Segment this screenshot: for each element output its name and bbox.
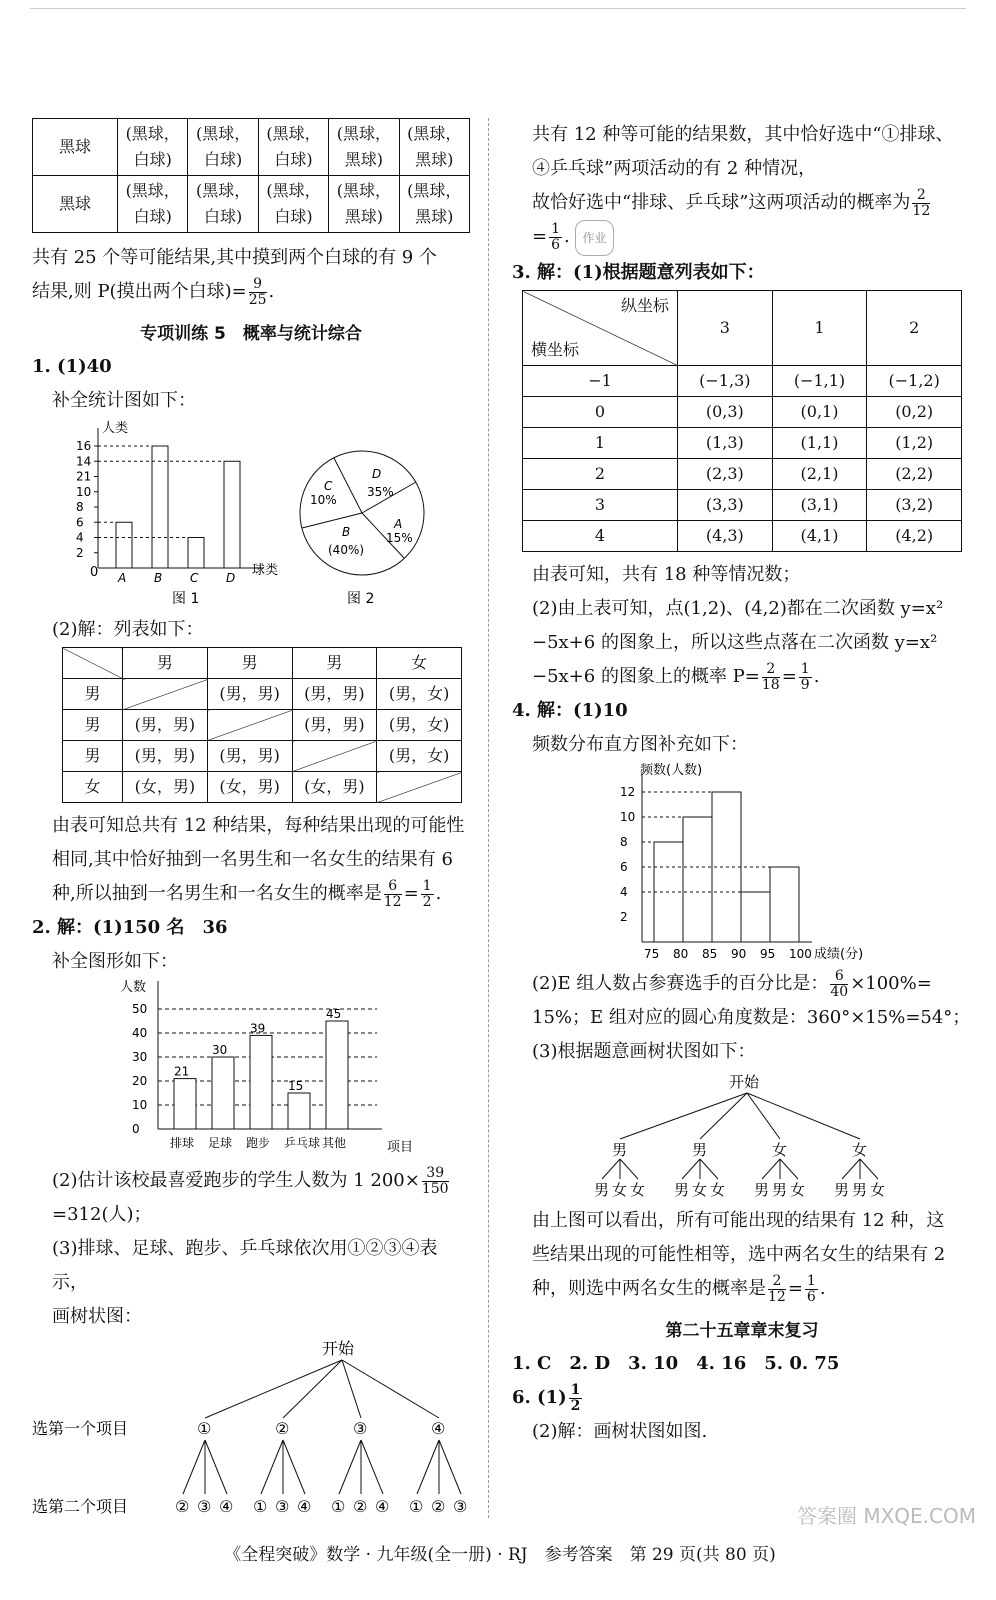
gender-table-cell: (男，男) (292, 710, 377, 741)
r-top-2: ④乒乓球”两项活动的有 2 种情况， (532, 158, 817, 179)
tree1-leaf: ① (253, 1497, 268, 1516)
pie-label-c: C (324, 479, 333, 493)
q2-part3b: 画树状图： (52, 1306, 142, 1327)
q4-conclusion-3: 种，则选中两名女生的概率是 $\frac{2}{12}$ = $\frac{1}{6}$ . (532, 1272, 826, 1305)
gender-table-cell: (男，男) (292, 679, 377, 710)
q3-c: −5x+6 的图象上，所以这些点落在二次函数 y=x² (532, 632, 938, 653)
fig3-bar-label: 30 (212, 1043, 228, 1057)
tree1-node: ④ (431, 1419, 446, 1438)
tree2-leaf: 女 (870, 1181, 886, 1199)
fig2-caption: 图 2 (347, 591, 375, 607)
fig4-xtick: 85 (702, 947, 718, 961)
tree2-leaf: 女 (790, 1181, 806, 1199)
tree1-edge (342, 1360, 361, 1418)
q3-d: −5x+6 的图象上的概率 P= $\frac{2}{18}$ = $\frac{1}{9}$ . (532, 660, 820, 693)
gender-table-row (63, 710, 462, 741)
tree1-leaf: ② (353, 1497, 368, 1516)
tree1-edge (283, 1440, 305, 1494)
tree1-level2-label: 选第二个项目 (32, 1497, 129, 1516)
fig4-bar (770, 867, 799, 942)
coord-table-row-head: 2 (523, 459, 678, 490)
fig3-bar (212, 1057, 234, 1129)
tree2-leaf: 男 (594, 1181, 610, 1199)
coord-table-col-head: 1 (772, 291, 867, 366)
fig4-xtick: 75 (644, 947, 660, 961)
fig4-ytick: 12 (620, 785, 636, 799)
tree1-node: ① (197, 1419, 212, 1438)
q2-part2b: =312(人)； (52, 1204, 152, 1225)
fig1-ytick: 10 (76, 484, 92, 499)
ball-table-row (33, 119, 470, 176)
tree1-edge (205, 1360, 342, 1418)
fig1-ytick: 16 (76, 439, 92, 453)
coord-table-cell: (4,1) (772, 521, 867, 552)
fig3-bar (174, 1079, 196, 1129)
coord-table-corner (523, 291, 678, 366)
fig1-xtick: C (190, 571, 199, 585)
coord-table (522, 290, 962, 552)
coord-table-row-head: 0 (523, 397, 678, 428)
coord-table-cell: (4,3) (678, 521, 773, 552)
q1-part1: 1. (1)40 (32, 356, 112, 377)
gender-table-header (63, 648, 462, 679)
gender-table-row (63, 772, 462, 803)
tree2-leaf: 男 (754, 1181, 770, 1199)
coord-table-col-head: 2 (867, 291, 962, 366)
page-footer: 《全程突破》数学 · 九年级(全一册) · RJ 参考答案 第 29 页(共 80 页) (224, 1545, 776, 1565)
tree2-root: 开始 (729, 1073, 760, 1091)
tree2-node: 女 (772, 1141, 788, 1159)
tree1-leaf: ④ (375, 1497, 390, 1516)
fig3-xtick: 排球 (170, 1136, 195, 1150)
ball-table-cell: (黑球，白球) (188, 176, 258, 233)
tree1-leaf: ③ (453, 1497, 468, 1516)
gender-table-cell: (男，男) (123, 710, 208, 741)
pie-sep-4 (302, 513, 362, 528)
coord-table-cell: (3,3) (678, 490, 773, 521)
gender-table-corner (63, 648, 123, 679)
tree2-node: 女 (852, 1141, 868, 1159)
q2-part2a: (2)估计该校最喜爱跑步的学生人数为 1 200× $\frac{39}{150}$ (52, 1164, 449, 1197)
coord-table-header (523, 291, 962, 366)
section-title: 专项训练 5 概率与统计综合 (140, 324, 362, 344)
coord-table-row-head: 3 (523, 490, 678, 521)
fig1-xlabel: 球类 (252, 563, 279, 578)
coord-table-cell: (3,1) (772, 490, 867, 521)
tree1-node: ② (275, 1419, 290, 1438)
fig1-ytick: 6 (76, 515, 84, 530)
q1-fill-text: 补全统计图如下： (52, 390, 196, 411)
gender-table-row-head: 女 (63, 772, 123, 803)
tree2-edge (700, 1159, 718, 1179)
tree2-node: 男 (612, 1141, 628, 1159)
fig4-xlabel: 成绩(分) (814, 947, 864, 962)
fig3-ytick: 0 (132, 1122, 140, 1136)
top-rule (30, 8, 966, 9)
gender-table-cell: (女，男) (123, 772, 208, 803)
tree1-level1-label: 选第一个项目 (32, 1419, 129, 1438)
fig3-bar (326, 1021, 348, 1129)
tree2-edge (620, 1093, 747, 1139)
fig3-xtick: 其他 (322, 1136, 347, 1150)
fig3-bar-label: 39 (250, 1021, 266, 1036)
fig1-bar (152, 446, 168, 568)
q3-part1: 3. 解：(1)根据题意列表如下： (512, 262, 765, 283)
fig4-xtick: 90 (731, 947, 747, 961)
ball-table-cell: (黑球，黑球) (329, 119, 399, 176)
pie-label-a: A (394, 517, 403, 531)
tree1-edge (361, 1440, 383, 1494)
chapter-title: 第二十五章章末复习 (665, 1321, 819, 1341)
fig3-xtick: 跑步 (246, 1136, 271, 1150)
fig1-xtick: D (226, 571, 236, 585)
fig4-ytick: 4 (620, 885, 628, 899)
q1-conclusion-2: 相同,其中恰好抽到一名男生和一名女生的结果有 6 (52, 849, 453, 870)
coord-table-cell: (2,3) (678, 459, 773, 490)
q2-part3a: (3)排球、足球、跑步、乒乓球依次用①②③④表示， (52, 1238, 438, 1293)
ball-table-cell: (黑球，白球) (188, 119, 258, 176)
fig3-bar-label: 21 (174, 1064, 190, 1079)
pie-pct-c: 10% (310, 493, 337, 507)
gender-table-col-head: 女 (377, 648, 462, 679)
fig3-bar-chart (32, 979, 470, 1159)
q3-b: (2)由上表可知，点(1,2)、(4,2)都在二次函数 y=x² (532, 598, 944, 619)
fig4-xtick: 80 (673, 947, 689, 961)
gender-table-col-head: 男 (292, 648, 377, 679)
ball-summary-2: 结果,则 P(摸出两个白球)= $\frac{9}{25}$ . (32, 275, 275, 308)
tree1-edge (205, 1440, 227, 1494)
ball-table-cell: (黑球，黑球) (399, 119, 469, 176)
coord-table-cell: (−1,2) (867, 366, 962, 397)
tree2-node: 男 (692, 1141, 708, 1159)
tree1-edge (283, 1360, 342, 1418)
gender-table-row-head: 男 (63, 710, 123, 741)
fig4-xtick: 100 (789, 947, 812, 961)
gender-table-cell: (男，男) (207, 679, 292, 710)
fig1-ylabel: 人类 (102, 421, 129, 436)
tree2-edge (620, 1159, 638, 1179)
tree1-leaf: ④ (297, 1497, 312, 1516)
tree2-edge (842, 1159, 860, 1179)
fig3-bar-label: 15 (288, 1079, 304, 1093)
tree2-leaf: 男 (674, 1181, 690, 1199)
tree-diagram-1 (32, 1334, 482, 1524)
coord-table-wrap (522, 290, 962, 552)
gender-table-cell (292, 741, 377, 772)
pie-sep-1 (334, 458, 362, 513)
fig4-bar (741, 892, 770, 942)
fig4-xtick: 95 (760, 947, 776, 961)
q4-fill-text: 频数分布直方图补充如下： (532, 734, 748, 755)
gender-table-col-head: 男 (207, 648, 292, 679)
coord-table-cell: (4,2) (867, 521, 962, 552)
fig3-ytick: 10 (132, 1098, 148, 1112)
gender-table-cell: (男，男) (207, 741, 292, 772)
q4-conclusion-2: 些结果出现的可能性相等，选中两名女生的结果有 2 (532, 1244, 946, 1265)
ball-table-cell: (黑球，白球) (258, 176, 328, 233)
ball-table-cell: (黑球，黑球) (329, 176, 399, 233)
coord-table-row-head: −1 (523, 366, 678, 397)
gender-table-cell: (男，女) (377, 710, 462, 741)
right-column (512, 118, 972, 1449)
tree2-edge (780, 1159, 798, 1179)
fig3-ytick: 40 (132, 1026, 148, 1040)
gender-table-cell: (男，女) (377, 679, 462, 710)
r-top-4: = $\frac{1}{6}$ . 作业 (512, 220, 972, 256)
q4-part2a: (2)E 组人数占参赛选手的百分比是： $\frac{6}{40}$ ×100%= (532, 967, 932, 1000)
coord-table-cell: (1,2) (867, 428, 962, 459)
fig4-ytick: 6 (620, 860, 628, 874)
fig1-bar (224, 461, 240, 568)
tree2-leaf: 女 (692, 1181, 708, 1199)
ball-table-cell: (黑球，白球) (118, 119, 188, 176)
fig3-ytick: 20 (132, 1074, 148, 1088)
tree2-edge (762, 1159, 780, 1179)
tree2-leaf: 男 (852, 1181, 868, 1199)
pie-pct-a: 15% (386, 531, 413, 545)
coord-table-cell: (2,2) (867, 459, 962, 490)
gender-table-row-head: 男 (63, 679, 123, 710)
gender-table-row (63, 741, 462, 772)
coord-table-cell: (−1,1) (772, 366, 867, 397)
fig3-ytick: 50 (132, 1002, 148, 1016)
fig1-ytick: 14 (76, 454, 92, 469)
tree1-edge (417, 1440, 439, 1494)
q3-a: 由表可知，共有 18 种等情况数； (532, 564, 801, 585)
fig3-xtick: 乒乓球 (284, 1136, 321, 1150)
tree2-edge (602, 1159, 620, 1179)
ball-table-head: 黑球 (33, 176, 118, 233)
ch25-q6-1: 6. (1) $\frac{1}{2}$ (512, 1381, 581, 1414)
tree2-leaf: 男 (772, 1181, 788, 1199)
q4-part1: 4. 解：(1)10 (512, 700, 628, 721)
tree2-edge (682, 1159, 700, 1179)
coord-table-col-head: 3 (678, 291, 773, 366)
gender-table (62, 647, 462, 803)
q1-conclusion-1: 由表可知总共有 12 种结果，每种结果出现的可能性 (52, 815, 465, 836)
fig4-ylabel: 频数(人数) (640, 763, 703, 778)
fig1-caption: 图 1 (172, 591, 200, 607)
fig3-ytick: 30 (132, 1050, 148, 1064)
fig1-xtick: A (118, 571, 127, 585)
pie-pct-d: 35% (367, 485, 394, 499)
tree1-leaf: ① (331, 1497, 346, 1516)
tree1-edge (183, 1440, 205, 1494)
tree1-root: 开始 (322, 1339, 355, 1358)
gender-table-cell: (男，女) (377, 741, 462, 772)
tree2-edge (700, 1093, 747, 1139)
fig4-ytick: 2 (620, 910, 628, 924)
fig4-bar (683, 817, 712, 942)
fig1-bar (188, 538, 204, 569)
fig4-histogram (512, 762, 972, 962)
stamp: 作业 (575, 220, 613, 256)
pie-label-b: B (342, 525, 351, 539)
ball-table-row (33, 176, 470, 233)
q1-part2: (2)解：列表如下： (52, 619, 204, 640)
q4-part3: (3)根据题意画树状图如下： (532, 1041, 756, 1062)
fig3-ylabel: 人数 (120, 980, 147, 995)
fig3-bar (250, 1035, 272, 1129)
pie-label-d: D (372, 467, 382, 481)
column-divider (488, 118, 489, 1518)
coord-table-row-head: 1 (523, 428, 678, 459)
tree1-node: ③ (353, 1419, 368, 1438)
fig4-ytick: 10 (620, 810, 636, 824)
ch25-answers: 1. C 2. D 3. 10 4. 16 5. 0. 75 (512, 1353, 840, 1374)
q1-conclusion-3: 种,所以抽到一名男生和一名女生的概率是 $\frac{6}{12}$ = $\frac{1}{2}$ . (52, 877, 442, 910)
tree2-leaf: 女 (630, 1181, 646, 1199)
tree1-edge (261, 1440, 283, 1494)
coord-table-cell: (0,2) (867, 397, 962, 428)
coord-table-row (523, 428, 962, 459)
gender-table-row-head: 男 (63, 741, 123, 772)
ball-table (32, 118, 470, 233)
tree1-edge (339, 1440, 361, 1494)
coord-table-row-head: 4 (523, 521, 678, 552)
pie-pct-b: (40%) (328, 543, 365, 557)
gender-table-cell: (女，男) (207, 772, 292, 803)
coord-corner-bottom: 横坐标 (531, 340, 580, 359)
tree2-leaf: 女 (612, 1181, 628, 1199)
ball-table-head: 黑球 (33, 119, 118, 176)
coord-table-row (523, 521, 962, 552)
q2-fill-text: 补全图形如下： (52, 951, 178, 972)
tree2-leaf: 女 (710, 1181, 726, 1199)
fig3-bar-label: 45 (326, 1007, 342, 1021)
ch25-q6-2: (2)解：画树状图如图. (532, 1421, 708, 1442)
left-column (32, 118, 470, 1529)
fig3-bar (288, 1093, 310, 1129)
ball-table-cell: (黑球，白球) (258, 119, 328, 176)
coord-table-cell: (−1,3) (678, 366, 773, 397)
tree1-edge (439, 1440, 461, 1494)
gender-table-col-head: 男 (123, 648, 208, 679)
q4-part2c: 15%；E 组对应的圆心角度数是：360°×15%=54°； (532, 1007, 971, 1028)
gender-table-cell (377, 772, 462, 803)
tree1-leaf: ② (175, 1497, 190, 1516)
tree1-leaf: ④ (219, 1497, 234, 1516)
watermark: 答案圈 MXQE.COM (796, 1504, 976, 1528)
coord-table-row (523, 397, 962, 428)
tree1-leaf: ③ (275, 1497, 290, 1516)
coord-table-cell: (1,3) (678, 428, 773, 459)
fig1-ytick: 4 (76, 530, 84, 545)
coord-table-cell: (1,1) (772, 428, 867, 459)
fig1-zero: 0 (90, 565, 99, 580)
fig1-xtick: B (154, 571, 163, 585)
fig1-ytick: 2 (76, 545, 84, 560)
coord-table-cell: (0,1) (772, 397, 867, 428)
fig1-bar (116, 522, 132, 568)
coord-corner-top: 纵坐标 (620, 296, 669, 315)
tree2-edge (860, 1159, 878, 1179)
fig4-ytick: 8 (620, 835, 628, 849)
coord-table-cell: (2,1) (772, 459, 867, 490)
r-top-1: 共有 12 种等可能的结果数，其中恰好选中“①排球、 (532, 124, 954, 145)
coord-table-cell: (3,2) (867, 490, 962, 521)
coord-table-row (523, 366, 962, 397)
gender-table-cell: (男，男) (123, 741, 208, 772)
fig1-ytick: 8 (76, 500, 84, 514)
ball-summary-1: 共有 25 个等可能结果,其中摸到两个白球的有 9 个 (32, 247, 437, 268)
gender-table-row (63, 679, 462, 710)
fig3-xlabel: 项目 (387, 1140, 414, 1155)
coord-table-row (523, 490, 962, 521)
ball-table-cell: (黑球，白球) (118, 176, 188, 233)
fig1-fig2 (32, 418, 470, 608)
tree1-leaf: ③ (197, 1497, 212, 1516)
q4-conclusion-1: 由上图可以看出，所有可能出现的结果有 12 种，这 (532, 1210, 945, 1231)
gender-table-cell (207, 710, 292, 741)
fig3-xtick: 足球 (208, 1136, 233, 1150)
r-top-3: 故恰好选中“排球、乒乓球”这两项活动的概率为 $\frac{2}{12}$ (532, 186, 931, 219)
gender-table-cell: (女，男) (292, 772, 377, 803)
coord-table-row (523, 459, 962, 490)
tree2-leaf: 男 (834, 1181, 850, 1199)
tree-diagram-2 (512, 1069, 972, 1199)
tree1-leaf: ② (431, 1497, 446, 1516)
ball-table-cell: (黑球，黑球) (399, 176, 469, 233)
gender-table-cell (123, 679, 208, 710)
coord-table-cell: (0,3) (678, 397, 773, 428)
tree1-leaf: ① (409, 1497, 424, 1516)
q2-part1: 2. 解：(1)150 名 36 (32, 917, 228, 938)
fig1-ytick: 21 (76, 469, 92, 484)
tree1-edge (342, 1360, 439, 1418)
